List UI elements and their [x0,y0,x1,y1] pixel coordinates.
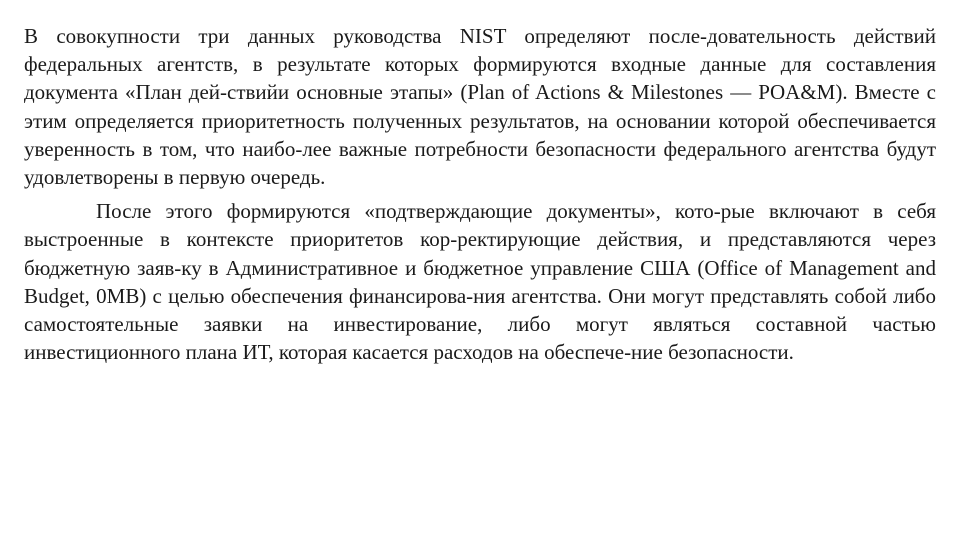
paragraph-nist-guidelines: В совокупности три данных руководства NIST определяют после-довательность действий федеральных агентств, в результате которых формируются входные данные для составления документа «План дей-ствийи основные этапы» (Plan of Actions & Milestones — POA&M). Вместе с этим определяется приоритетность полученных результатов, на основании которой обеспечивается уверенность в том, что наибо-лее важные потребности безопасности федерального агентства будут удовлетворены в первую очередь. [24,24,936,190]
document-text [24,22,936,372]
paragraph-supporting-documents: После этого формируются «подтверждающие документы», кото-рые включают в себя выстроенные в контексте приоритетов кор-ректирующие действия, и представляются через бюджетную заяв-ку в Административное и бюджетное управление США (Office of Management and Budget, 0MB) с целью обеспечения финансирова-ния агентства. Они могут представлять собой либо самостоятельные заявки на инвестирование, либо могут являться составной частью инвестиционного плана ИТ, которая касается расходов на обеспече-ние безопасности. [24,199,936,365]
